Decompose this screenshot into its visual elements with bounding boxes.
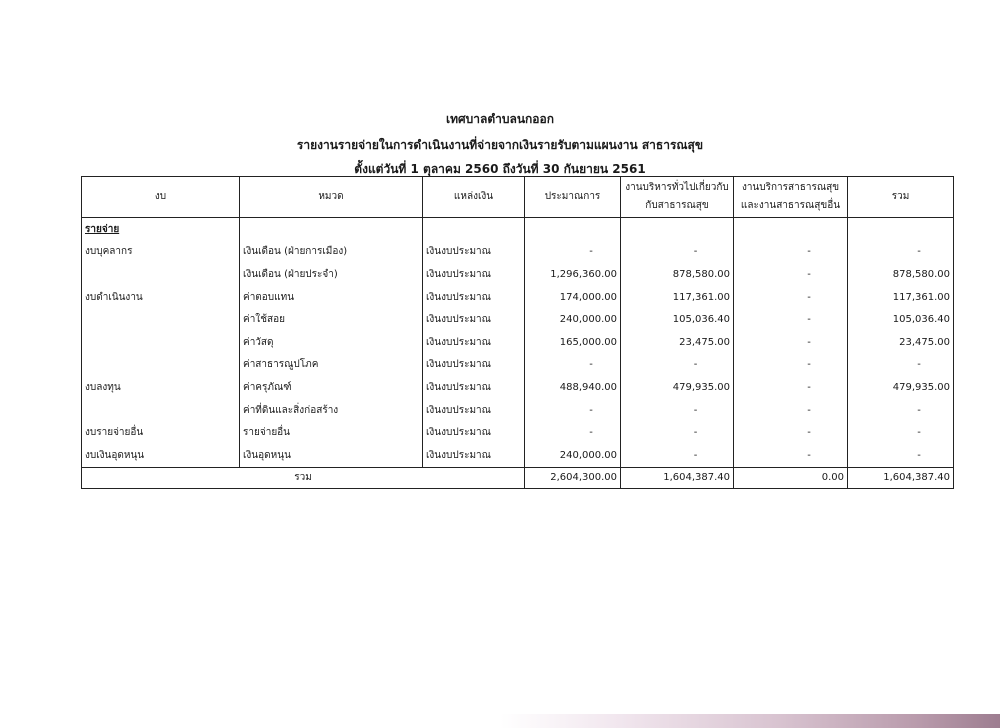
table-header-row <box>82 177 954 218</box>
row-category: รายจ่ายอื่น <box>240 421 423 444</box>
row-general-admin: 105,036.40 <box>621 308 734 331</box>
row-general-admin: 878,580.00 <box>621 263 734 286</box>
organization-title: เทศบาลตำบลนกออก <box>446 112 554 126</box>
table-row <box>82 241 954 264</box>
row-total: 878,580.00 <box>848 263 954 286</box>
row-other-services: - <box>734 444 848 467</box>
row-source: เงินงบประมาณ <box>423 286 525 309</box>
expense-table <box>81 176 954 489</box>
report-period: ตั้งแต่วันที่ 1 ตุลาคม 2560 ถึงวันที่ 30 กันยายน 2561 <box>354 162 646 176</box>
row-total: - <box>848 421 954 444</box>
row-total: - <box>848 241 954 264</box>
row-estimate: 174,000.00 <box>525 286 621 309</box>
row-budget <box>82 263 240 286</box>
row-category: เงินเดือน (ฝ่ายการเมือง) <box>240 241 423 264</box>
row-source: เงินงบประมาณ <box>423 421 525 444</box>
row-other-services: - <box>734 331 848 354</box>
row-estimate: - <box>525 399 621 422</box>
col-header-general-admin-line2: กับสาธารณสุข <box>645 200 709 211</box>
row-other-services: - <box>734 286 848 309</box>
section-label: รายจ่าย <box>82 218 240 241</box>
totals-label: รวม <box>82 467 525 488</box>
row-category: เงินอุดหนุน <box>240 444 423 467</box>
row-source: เงินงบประมาณ <box>423 444 525 467</box>
row-budget <box>82 399 240 422</box>
row-total: - <box>848 399 954 422</box>
col-header-other-services-line2: และงานสาธารณสุขอื่น <box>740 200 841 211</box>
row-source: เงินงบประมาณ <box>423 331 525 354</box>
row-budget <box>82 354 240 377</box>
row-source: เงินงบประมาณ <box>423 263 525 286</box>
row-budget <box>82 308 240 331</box>
row-total: 105,036.40 <box>848 308 954 331</box>
row-general-admin: - <box>621 399 734 422</box>
row-other-services: - <box>734 354 848 377</box>
row-other-services: - <box>734 399 848 422</box>
row-general-admin: - <box>621 241 734 264</box>
table-row <box>82 263 954 286</box>
row-estimate: 1,296,360.00 <box>525 263 621 286</box>
row-budget: งบลงทุน <box>82 376 240 399</box>
table-row <box>82 421 954 444</box>
table-row <box>82 444 954 467</box>
row-general-admin: 117,361.00 <box>621 286 734 309</box>
row-estimate: - <box>525 241 621 264</box>
row-category: ค่าครุภัณฑ์ <box>240 376 423 399</box>
table-row <box>82 376 954 399</box>
row-source: เงินงบประมาณ <box>423 241 525 264</box>
row-other-services: - <box>734 263 848 286</box>
col-header-other-services-line1: งานบริการสาธารณสุข <box>741 182 840 193</box>
table-row <box>82 399 954 422</box>
totals-general-admin: 1,604,387.40 <box>621 467 734 488</box>
row-budget: งบเงินอุดหนุน <box>82 444 240 467</box>
report-title: รายงานรายจ่ายในการดำเนินงานที่จ่ายจากเงินรายรับตามแผนงาน สาธารณสุข <box>296 138 704 152</box>
row-budget: งบรายจ่ายอื่น <box>82 421 240 444</box>
scan-edge-strip <box>0 714 1000 728</box>
row-source: เงินงบประมาณ <box>423 308 525 331</box>
row-other-services: - <box>734 308 848 331</box>
col-header-total: รวม <box>848 177 954 218</box>
totals-total: 1,604,387.40 <box>848 467 954 488</box>
row-total: - <box>848 354 954 377</box>
row-estimate: - <box>525 354 621 377</box>
row-general-admin: - <box>621 354 734 377</box>
table-row <box>82 331 954 354</box>
totals-estimate: 2,604,300.00 <box>525 467 621 488</box>
row-budget <box>82 331 240 354</box>
col-header-estimate: ประมาณการ <box>525 177 621 218</box>
row-other-services: - <box>734 376 848 399</box>
row-total: - <box>848 444 954 467</box>
row-other-services: - <box>734 241 848 264</box>
table-row <box>82 308 954 331</box>
col-header-source: แหล่งเงิน <box>423 177 525 218</box>
row-source: เงินงบประมาณ <box>423 376 525 399</box>
row-category: ค่าวัสดุ <box>240 331 423 354</box>
row-other-services: - <box>734 421 848 444</box>
row-estimate: - <box>525 421 621 444</box>
row-general-admin: 479,935.00 <box>621 376 734 399</box>
row-total: 23,475.00 <box>848 331 954 354</box>
row-budget: งบดำเนินงาน <box>82 286 240 309</box>
row-category: ค่าใช้สอย <box>240 308 423 331</box>
row-estimate: 240,000.00 <box>525 444 621 467</box>
col-header-budget: งบ <box>82 177 240 218</box>
row-category: ค่าตอบแทน <box>240 286 423 309</box>
table-row <box>82 286 954 309</box>
row-general-admin: - <box>621 444 734 467</box>
row-estimate: 165,000.00 <box>525 331 621 354</box>
col-header-other-services <box>734 177 848 218</box>
section-row <box>82 218 954 241</box>
row-source: เงินงบประมาณ <box>423 354 525 377</box>
row-estimate: 240,000.00 <box>525 308 621 331</box>
row-total: 117,361.00 <box>848 286 954 309</box>
table-row <box>82 354 954 377</box>
row-estimate: 488,940.00 <box>525 376 621 399</box>
row-source: เงินงบประมาณ <box>423 399 525 422</box>
row-category: เงินเดือน (ฝ่ายประจำ) <box>240 263 423 286</box>
col-header-category: หมวด <box>240 177 423 218</box>
row-general-admin: - <box>621 421 734 444</box>
col-header-general-admin-line1: งานบริหารทั่วไปเกี่ยวกับ <box>625 182 729 193</box>
row-category: ค่าสาธารณูปโภค <box>240 354 423 377</box>
row-total: 479,935.00 <box>848 376 954 399</box>
row-budget: งบบุคลากร <box>82 241 240 264</box>
row-category: ค่าที่ดินและสิ่งก่อสร้าง <box>240 399 423 422</box>
col-header-general-admin <box>621 177 734 218</box>
totals-row <box>82 467 954 488</box>
row-general-admin: 23,475.00 <box>621 331 734 354</box>
totals-other-services: 0.00 <box>734 467 848 488</box>
